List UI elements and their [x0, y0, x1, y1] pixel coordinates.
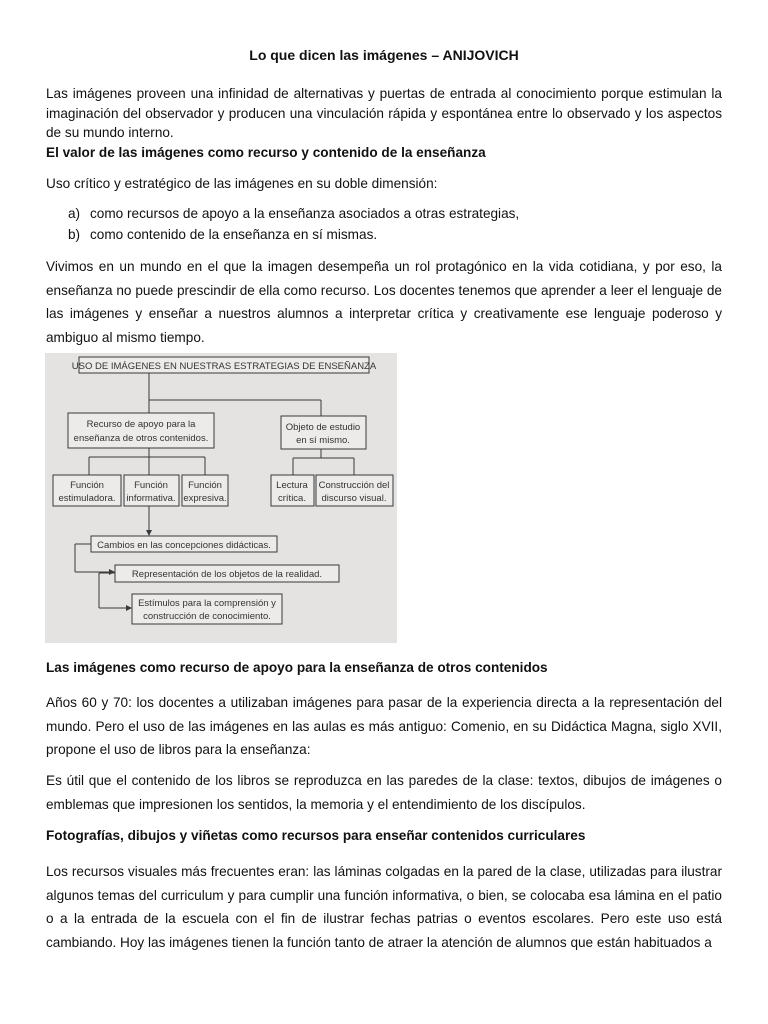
vivimos-section — [46, 255, 722, 349]
diagram-lectura-label: crítica. — [278, 493, 306, 504]
section-heading-valor: El valor de las imágenes como recurso y contenido de la enseñanza — [46, 144, 486, 160]
vivimos-paragraph: Vivimos en un mundo en el que la imagen desempeña un rol protagónico en la vida cotidiana, y por eso, la enseñanza no puede prescindir de ella como recurso. Los docentes tenemos que aprender a leer el lenguaje de las imágenes y enseñar a nuestros alumnos a interpretar crítica y creativamente ese lenguaje poderoso y ambiguo al mismo tiempo. — [46, 259, 722, 345]
strategy-diagram-svg — [45, 353, 397, 643]
section-heading-fotografias: Fotografías, dibujos y viñetas como recursos para enseñar contenidos curriculares — [46, 828, 586, 843]
util-paragraph: Es útil que el contenido de los libros se reproduzca en las paredes de la clase: textos, dibujos de imágenes o emblemas que impresionen los sentidos, la memoria y el entendimiento de los discípulos. — [46, 773, 722, 812]
list-marker: a) — [68, 206, 81, 221]
recursos-section — [46, 860, 722, 954]
uso-intro: Uso crítico y estratégico de las imágenes en su doble dimensión: — [46, 176, 438, 191]
util-section — [46, 769, 722, 816]
intro-section — [46, 84, 722, 162]
diagram-f1-label: Función — [70, 480, 104, 491]
section-heading-recurso: Las imágenes como recurso de apoyo para la enseñanza de otros contenidos — [46, 660, 548, 675]
diagram-construccion-label: Construcción del — [318, 480, 390, 491]
diagram-f2-label: Función — [134, 480, 168, 491]
diagram-recurso-label: Recurso de apoyo para la — [86, 419, 196, 430]
diagram-f3-label: Función — [188, 480, 222, 491]
diagram-top-label: USO DE IMÁGENES EN NUESTRAS ESTRATEGIAS DE ENSEÑANZA — [71, 361, 377, 372]
diagram-estimulos-label: construcción de conocimiento. — [143, 611, 271, 622]
list-text: como contenido de la enseñanza en sí mismas. — [90, 226, 378, 242]
anos-section — [46, 691, 722, 762]
list-marker: b) — [68, 226, 81, 242]
diagram-recurso-label: enseñanza de otros contenidos. — [73, 433, 209, 444]
diagram-construccion-label: discurso visual. — [321, 493, 387, 504]
diagram-f2-label: informativa. — [126, 493, 176, 504]
list-item — [46, 204, 722, 225]
list-text: como recursos de apoyo a la enseñanza asociados a otras estrategias, — [90, 206, 520, 221]
diagram-f3-label: expresiva. — [183, 493, 227, 504]
recursos-paragraph: Los recursos visuales más frecuentes eran: las láminas colgadas en la pared de la clase, utilizadas para ilustrar algunos temas del curriculum y para cumplir una función informativa, o bien, se colocaba esa lámina en el patio o a la entrada de la escuela con el fin de ilustrar fechas patrias o eventos escolares. Pero este uso está cambiando. Hoy las imágenes tienen la función tanto de atraer la atención de alumnos que están habituados a — [46, 864, 722, 950]
list-item — [46, 225, 722, 246]
strategy-diagram — [45, 353, 397, 643]
document-title: Lo que dicen las imágenes – ANIJOVICH — [249, 47, 519, 63]
diagram-cambios-label: Cambios en las concepciones didácticas. — [97, 540, 271, 551]
dimension-list — [46, 204, 722, 245]
diagram-representacion-label: Representación de los objetos de la realidad. — [131, 569, 323, 580]
anos-paragraph: Años 60 y 70: los docentes a utilizaban imágenes para pasar de la experiencia directa a la representación del mundo. Pero el uso de las imágenes en las aulas es más antiguo: Comenio, en su Didáctica Magna, siglo XVII, propone el uso de libros para la enseñanza: — [46, 695, 722, 758]
diagram-f1-label: estimuladora. — [58, 493, 116, 504]
diagram-objeto-label: Objeto de estudio — [285, 422, 361, 433]
diagram-objeto-label: en sí mismo. — [296, 435, 350, 446]
diagram-lectura-label: Lectura — [276, 480, 308, 491]
diagram-estimulos-label: Estímulos para la comprensión y — [138, 598, 276, 609]
intro-paragraph: Las imágenes proveen una infinidad de alternativas y puertas de entrada al conocimiento porque estimulan la imaginación del observador y producen una vinculación rápida y espontánea entre lo observado y los aspectos de su mundo interno. — [46, 86, 722, 140]
